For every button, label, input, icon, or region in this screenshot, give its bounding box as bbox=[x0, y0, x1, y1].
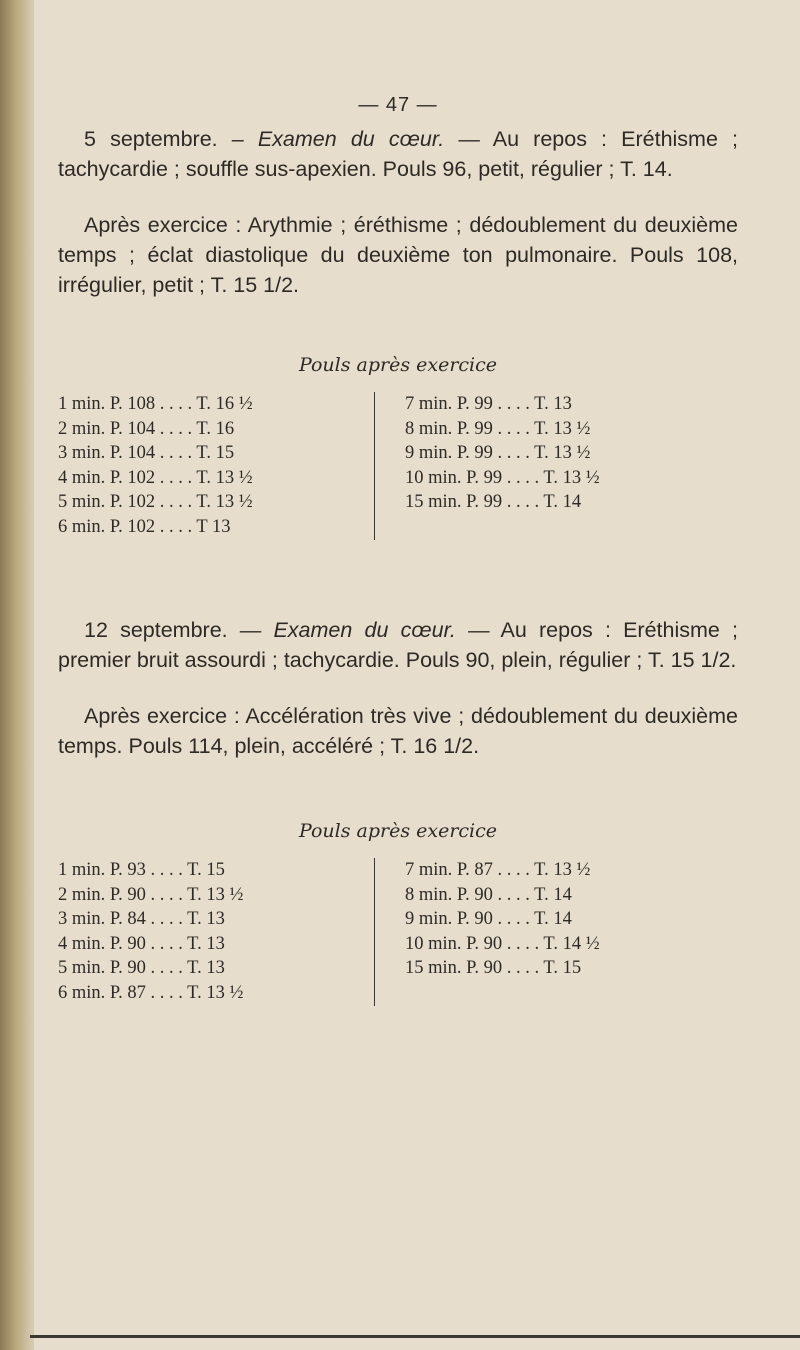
table-row: 10 min. P. 90 . . . . T. 14 ½ bbox=[405, 933, 600, 954]
entry-2-after-text: Après exercice : Accélération très vive ; dédoublement du deuxième temps. Pouls 114, plein, accéléré ; T. 16 1/2. bbox=[58, 704, 738, 758]
entry-2-exam-heading: Examen du cœur. bbox=[273, 618, 456, 642]
bottom-rule bbox=[30, 1335, 800, 1338]
table-row: 10 min. P. 99 . . . . T. 13 ½ bbox=[405, 467, 600, 488]
table-row: 3 min. P. 84 . . . . T. 13 bbox=[58, 909, 225, 929]
table-row: 2 min. P. 104 . . . . T. 16 bbox=[58, 418, 235, 439]
entry-1-table-left-column bbox=[58, 392, 358, 539]
entry-2-table-right-column bbox=[374, 858, 769, 1006]
table-row: 1 min. P. 93 . . . . T. 15 bbox=[58, 860, 225, 880]
entry-2-table-left-column bbox=[58, 858, 358, 1005]
table-row: 8 min. P. 99 . . . . T. 13 ½ bbox=[405, 418, 591, 439]
table-row: 7 min. P. 87 . . . . T. 13 ½ bbox=[405, 860, 591, 880]
entry-1-table-title: Pouls après exercice bbox=[298, 354, 498, 376]
page-binding-edge bbox=[0, 0, 34, 1350]
entry-2-after-paragraph bbox=[58, 701, 738, 761]
entry-1-dash: – bbox=[231, 127, 244, 151]
table-row: 5 min. P. 102 . . . . T. 13 ½ bbox=[58, 492, 253, 512]
table-row: 7 min. P. 99 . . . . T. 13 bbox=[405, 394, 572, 414]
table-row: 6 min. P. 102 . . . . T 13 bbox=[58, 516, 231, 537]
entry-1-after-text: Après exercice : Arythmie ; éréthisme ; dédoublement du deuxième temps ; éclat diastolique du deuxième ton pulmonaire. Pouls 108, irrégulier, petit ; T. 15 1/2. bbox=[58, 213, 738, 297]
table-row: 5 min. P. 90 . . . . T. 13 bbox=[58, 958, 225, 978]
entry-2-table-title: Pouls après exercice bbox=[298, 820, 498, 842]
table-row: 15 min. P. 99 . . . . T. 14 bbox=[405, 492, 582, 512]
entry-1-rest-text: — Au repos : Eréthisme ; tachycardie ; souffle sus-apexien. Pouls 96, petit, régulier ; T. 14. bbox=[58, 127, 739, 181]
entry-1-exam-heading: Examen du cœur. bbox=[257, 127, 445, 151]
table-row: 4 min. P. 90 . . . . T. 13 bbox=[58, 933, 225, 954]
table-row: 3 min. P. 104 . . . . T. 15 bbox=[58, 443, 235, 463]
table-row: 9 min. P. 99 . . . . T. 13 ½ bbox=[405, 443, 591, 463]
entry-2-rest-paragraph bbox=[58, 615, 738, 675]
table-row: 6 min. P. 87 . . . . T. 13 ½ bbox=[58, 982, 244, 1003]
table-row: 4 min. P. 102 . . . . T. 13 ½ bbox=[58, 467, 253, 488]
table-row: 2 min. P. 90 . . . . T. 13 ½ bbox=[58, 884, 244, 905]
entry-1-rest-paragraph bbox=[58, 124, 738, 184]
entry-1-date: 5 septembre. bbox=[84, 127, 218, 151]
table-row: 9 min. P. 90 . . . . T. 14 bbox=[405, 909, 572, 929]
entry-1-after-paragraph bbox=[58, 210, 738, 300]
table-row: 1 min. P. 108 . . . . T. 16 ½ bbox=[58, 394, 253, 414]
entry-2-date: 12 septembre. bbox=[84, 618, 228, 642]
entry-1-pulse-table bbox=[58, 392, 738, 542]
table-row: 15 min. P. 90 . . . . T. 15 bbox=[405, 958, 582, 978]
entry-2-pulse-table bbox=[58, 858, 738, 1008]
entry-2-dash: — bbox=[239, 618, 262, 642]
page-number: — 47 — bbox=[358, 94, 438, 116]
entry-1-table-right-column bbox=[374, 392, 769, 540]
entry-2-rest-text: — Au repos : Eréthisme ; premier bruit assourdi ; tachycardie. Pouls 90, plein, régulier ; T. 15 1/2. bbox=[58, 618, 738, 672]
table-row: 8 min. P. 90 . . . . T. 14 bbox=[405, 884, 572, 905]
